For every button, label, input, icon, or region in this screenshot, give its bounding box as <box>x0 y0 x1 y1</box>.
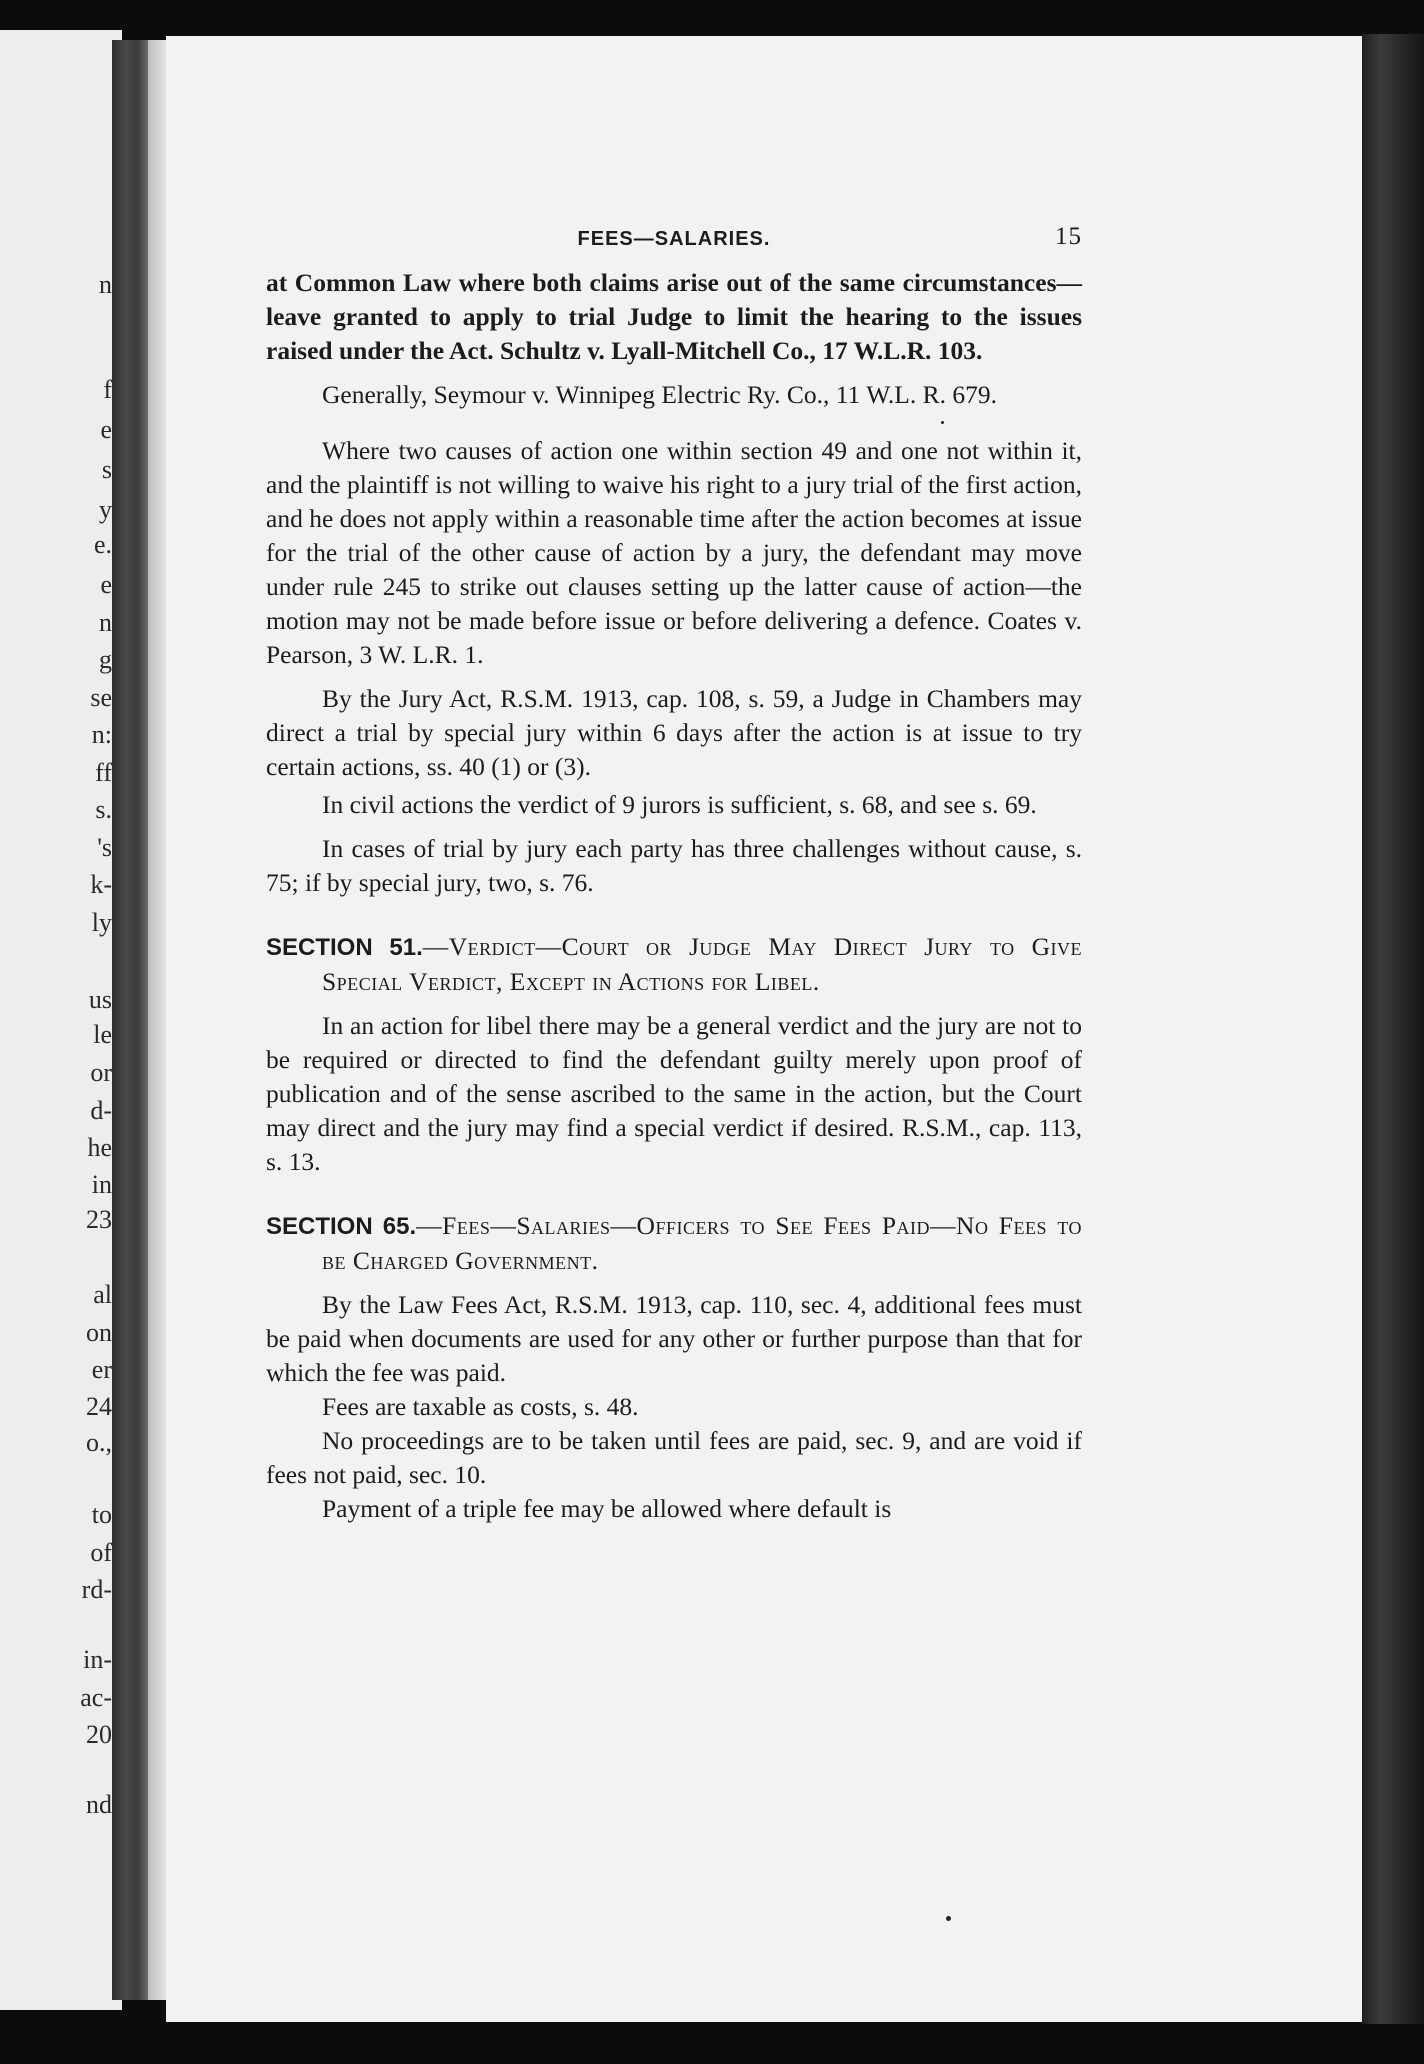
facing-page-fragment: rd- <box>81 1575 112 1604</box>
section-65-heading <box>266 1209 1082 1278</box>
facing-page-fragment: le <box>93 1020 112 1049</box>
paragraph: By the Law Fees Act, R.S.M. 1913, cap. 110, sec. 4, additional fees must be paid when documents are used for any other or further purpose than that for which the fee was paid. <box>266 1290 1082 1387</box>
paragraph: By the Jury Act, R.S.M. 1913, cap. 108, s. 59, a Judge in Chambers may direct a trial by special jury within 6 days after the action is at issue to try certain actions, ss. 40 (1) or (3). <box>266 684 1082 781</box>
page-content <box>266 222 1082 1526</box>
paragraph: In an action for libel there may be a general verdict and the jury are not to be required or directed to find the defendant guilty merely upon proof of publication and of the sense ascribed to the same in the action, but the Court may direct and the jury may find a special verdict if desired. R.S.M., cap. 113, s. 13. <box>266 1011 1082 1176</box>
section-title: —Fees—Salaries—Officers to See Fees Paid—No Fees to be Charged Government. <box>322 1211 1082 1275</box>
facing-page-fragment: k- <box>90 870 112 899</box>
facing-page-fragment: ff <box>95 758 112 787</box>
section-51-heading <box>266 930 1082 999</box>
facing-page-fragment: n: <box>91 720 112 749</box>
facing-page-fragment: se <box>90 683 112 712</box>
paragraph: No proceedings are to be taken until fees are paid, sec. 9, and are void if fees not paid, sec. 10. <box>266 1426 1082 1489</box>
paragraph: Payment of a triple fee may be allowed where default is <box>322 1494 892 1523</box>
page-number: 15 <box>1055 223 1082 250</box>
facing-page-fragment: us <box>88 985 112 1014</box>
facing-page-left <box>0 30 122 2010</box>
facing-page-fragment: s <box>101 455 112 484</box>
paragraph: In cases of trial by jury each party has three challenges without cause, s. 75; if by special jury, two, s. 76. <box>266 834 1082 897</box>
paragraph-continued: at Common Law where both claims arise out of the same circumstances—leave granted to apply to trial Judge to limit the hearing to the issues raised under the Act. Schultz v. Lyall-Mitchell Co., 17 W.L.R. 103. <box>266 268 1082 365</box>
running-head-title: FEES—SALARIES. <box>577 228 771 250</box>
facing-page-fragment: g <box>99 645 112 674</box>
facing-page-fragment: n <box>99 270 112 299</box>
speck <box>946 1916 951 1921</box>
facing-page-fragment: nd <box>86 1790 112 1819</box>
facing-page-fragment: f <box>103 375 112 404</box>
facing-page-fragment: e <box>100 415 112 444</box>
paragraph: Fees are taxable as costs, s. 48. <box>322 1392 639 1421</box>
facing-page-fragment: al <box>93 1280 112 1309</box>
facing-page-fragment: o., <box>86 1428 112 1457</box>
facing-page-fragment: 's <box>97 833 112 862</box>
paragraph: Generally, Seymour v. Winnipeg Electric Ry. Co., 11 W.L. R. 679. <box>322 380 998 409</box>
speck <box>941 421 944 424</box>
facing-page-fragment: s. <box>95 795 112 824</box>
section-number: SECTION 51. <box>266 934 423 961</box>
paragraph: Where two causes of action one within section 49 and one not within it, and the plaintiff is not willing to waive his right to a jury trial of the first action, and he does not apply within a reasonable time after the action becomes at issue for the trial of the other cause of action by a jury, the defendant may move under rule 245 to strike out clauses setting up the latter cause of action—the motion may not be made before issue or before delivering a defence. Coates v. Pearson, 3 W. L.R. 1. <box>266 436 1082 669</box>
paragraph: In civil actions the verdict of 9 jurors is sufficient, s. 68, and see s. 69. <box>322 790 1037 819</box>
facing-page-fragment: in- <box>83 1645 112 1674</box>
facing-page-fragment: 20 <box>86 1720 112 1749</box>
facing-page-fragment: ly <box>91 908 112 937</box>
facing-page-fragment: y <box>99 495 112 524</box>
facing-page-fragment: d- <box>90 1096 112 1125</box>
facing-page-fragment: on <box>86 1318 112 1347</box>
facing-page-fragment: he <box>87 1133 112 1162</box>
facing-page-fragment: er <box>91 1355 112 1384</box>
facing-page-fragment: 24 <box>86 1392 112 1421</box>
page-curve <box>148 40 168 2000</box>
facing-page-fragment: e <box>100 570 112 599</box>
facing-page-fragment: 23 <box>86 1205 112 1234</box>
section-number: SECTION 65. <box>266 1213 417 1240</box>
facing-page-fragment: n <box>99 608 112 637</box>
page-edge-right <box>1362 34 1424 2024</box>
running-head <box>266 222 1082 262</box>
book-page <box>166 36 1362 2022</box>
book-gutter <box>112 40 148 2000</box>
facing-page-fragment: in <box>91 1170 112 1199</box>
facing-page-fragment: e. <box>93 530 112 559</box>
facing-page-fragment: of <box>90 1538 112 1567</box>
facing-page-fragment: or <box>90 1058 112 1087</box>
section-title: —Verdict—Court or Judge May Direct Jury to Give Special Verdict, Except in Actions for Libel. <box>322 932 1082 996</box>
facing-page-fragment: ac- <box>80 1683 112 1712</box>
facing-page-fragment: to <box>91 1500 112 1529</box>
